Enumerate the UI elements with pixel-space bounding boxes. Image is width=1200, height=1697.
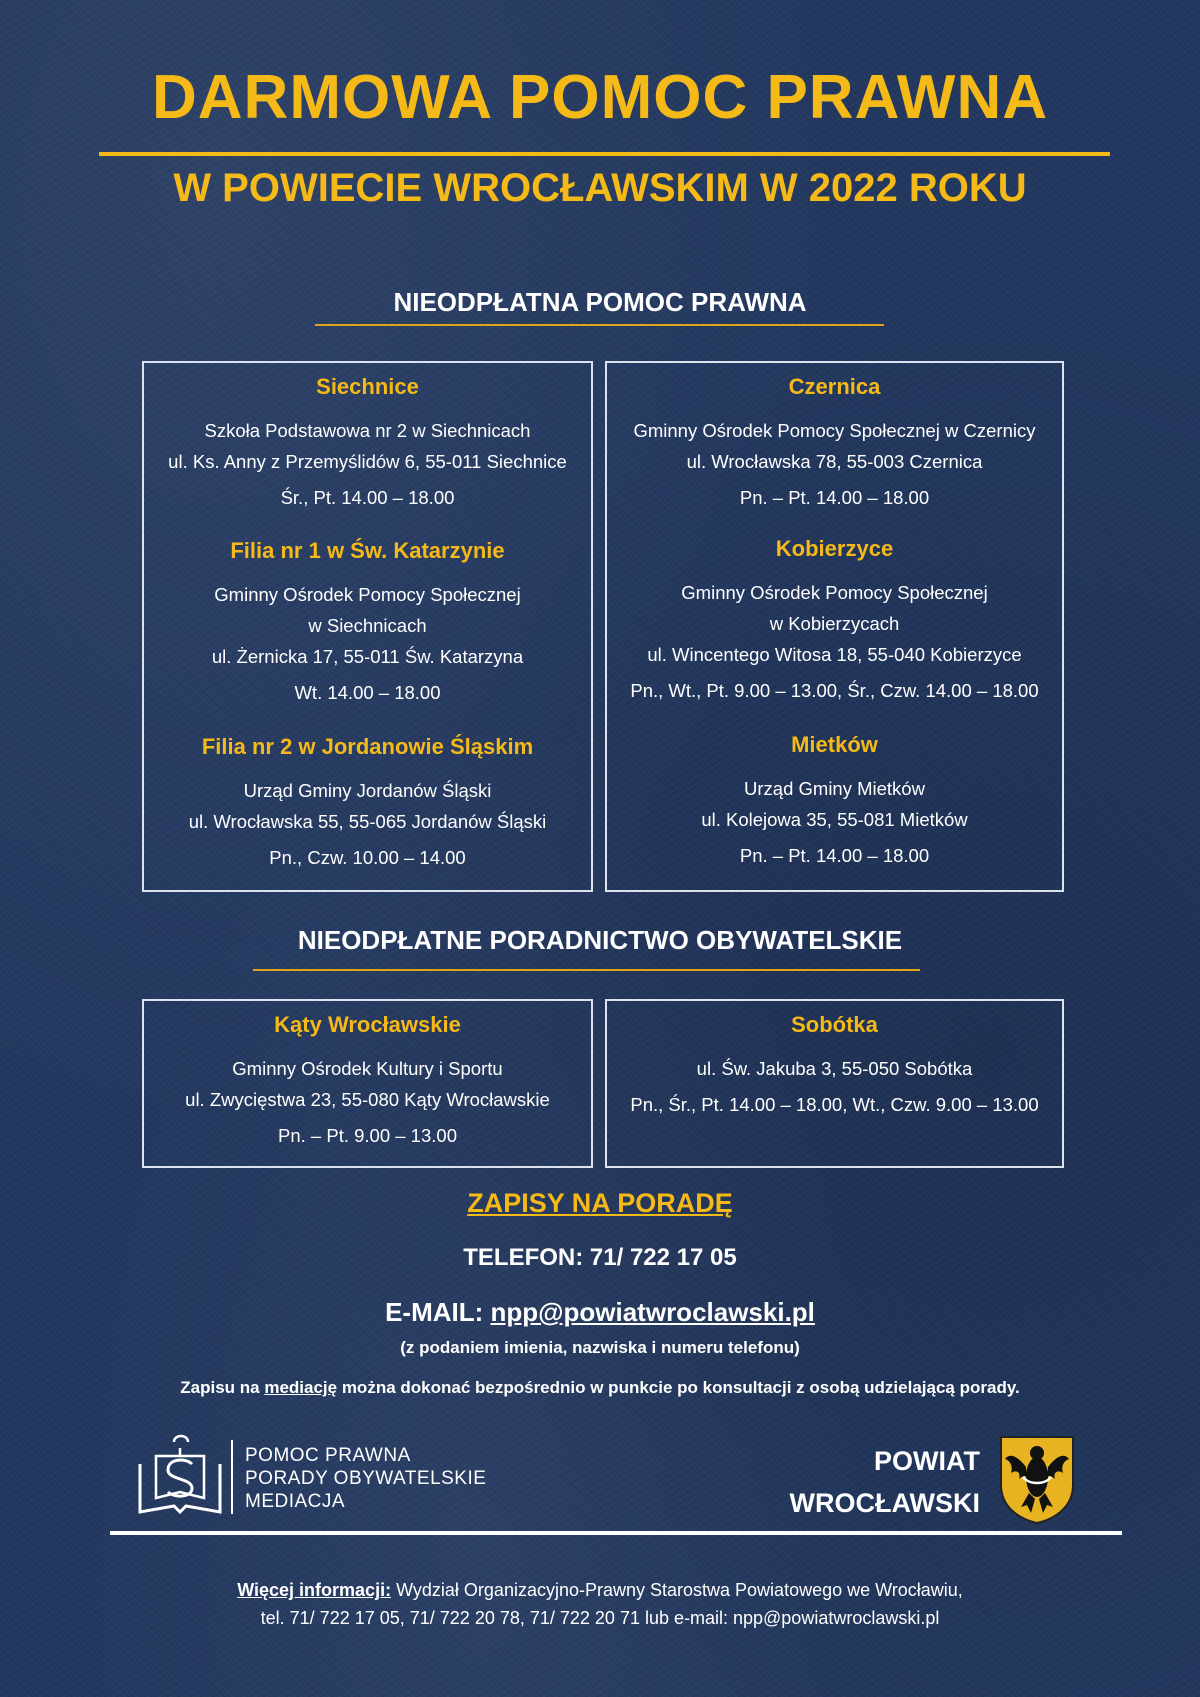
footer-divider [110,1531,1122,1535]
location-address-line: ul. Żernicka 17, 55-011 Św. Katarzyna [211,646,524,667]
powiat-name [700,1440,980,1524]
location-address-line: w Siechnicach [308,615,427,636]
location-siechnice [144,373,591,511]
email-link[interactable]: npp@powiatwroclawski.pl [490,1297,815,1327]
location-address-line: Gminny Ośrodek Kultury i Sportu [232,1058,503,1079]
citizen-advice-heading: NIEODPŁATNE PORADNICTWO OBYWATELSKIE [297,925,903,955]
location-name: Czernica [788,374,881,399]
location-address-line: ul. Wrocławska 78, 55-003 Czernica [686,451,983,472]
location-address-line: Gminny Ośrodek Pomocy Społecznej w Czernicy [633,420,1036,441]
location-address-line: Urząd Gminy Jordanów Śląski [243,780,492,801]
location-name: Filia nr 2 w Jordanowie Śląskim [201,734,534,759]
location-name: Siechnice [316,374,419,399]
legal-aid-logo-icon [134,1430,224,1520]
location-address-line: ul. Ks. Anny z Przemyślidów 6, 55-011 Siechnice [168,451,567,472]
location-hours: Pn., Wt., Pt. 9.00 – 13.00, Śr., Czw. 14.00 – 18.00 [630,680,1039,701]
location-address-line: ul. Wrocławska 55, 55-065 Jordanów Śląski [188,811,547,832]
coat-of-arms-icon [997,1433,1077,1525]
location-address-line: Gminny Ośrodek Pomocy Społecznej [214,584,521,605]
legal-aid-box-left [142,361,593,892]
location-address-line: ul. Zwycięstwa 23, 55-080 Kąty Wrocławskie [185,1089,550,1110]
location-name: Filia nr 1 w Św. Katarzynie [230,538,505,563]
location-filia-2 [144,733,591,871]
logo-text-line: PORADY OBYWATELSKIE [245,1468,487,1489]
mediation-word: mediację [264,1378,338,1397]
location-name: Mietków [791,732,878,757]
footer [0,1576,1200,1632]
footer-lead: Więcej informacji: [237,1580,392,1600]
citizen-advice-heading-rule [253,969,920,971]
location-name: Kąty Wrocławskie [274,1012,461,1037]
location-hours: Śr., Pt. 14.00 – 18.00 [280,487,455,508]
location-kobierzyce [607,535,1062,704]
location-hours: Pn. – Pt. 9.00 – 13.00 [278,1125,457,1146]
location-hours: Pn., Śr., Pt. 14.00 – 18.00, Wt., Czw. 9.00 – 13.00 [630,1094,1039,1115]
signup-email-note: (z podaniem imienia, nazwiska i numeru telefonu) [400,1338,800,1357]
title-underline [99,152,1110,156]
location-mietkow [607,731,1062,869]
subtitle: W POWIECIE WROCŁAWSKIM W 2022 ROKU [173,166,1027,210]
footer-line-1 [0,1576,1200,1604]
legal-aid-box-right [605,361,1064,892]
location-address-line: ul. Św. Jakuba 3, 55-050 Sobótka [696,1058,973,1079]
mediation-note [0,1378,1200,1398]
location-filia-1 [144,537,591,706]
logo-divider [231,1440,233,1514]
location-address-line: Urząd Gminy Mietków [744,778,925,799]
footer-text: Wydział Organizacyjno-Prawny Starostwa Powiatowego we Wrocławiu, [391,1580,963,1600]
legal-aid-heading-rule [315,324,884,326]
logo-text-line: MEDIACJA [245,1491,346,1512]
location-hours: Wt. 14.00 – 18.00 [294,682,441,703]
footer-line-2: tel. 71/ 722 17 05, 71/ 722 20 78, 71/ 722 20 71 lub e-mail: npp@powiatwroclawski.pl [260,1608,940,1628]
logo-text-line: POMOC PRAWNA [245,1445,411,1466]
powiat-line-2: WROCŁAWSKI [789,1488,980,1518]
location-name: Sobótka [791,1012,878,1037]
location-katy-wroclawskie [144,1011,591,1149]
logo-text [245,1444,486,1513]
location-address-line: ul. Wincentego Witosa 18, 55-040 Kobierzyce [647,644,1022,665]
citizen-advice-box-right [605,999,1064,1168]
location-hours: Pn. – Pt. 14.00 – 18.00 [739,845,930,866]
signup-title: ZAPISY NA PORADĘ [467,1188,733,1218]
location-address-line: w Kobierzycach [769,613,900,634]
powiat-line-1: POWIAT [874,1446,980,1476]
location-sobotka [607,1011,1062,1118]
location-address-line: ul. Kolejowa 35, 55-081 Mietków [701,809,968,830]
location-address-line: Gminny Ośrodek Pomocy Społecznej [681,582,988,603]
signup-phone: TELEFON: 71/ 722 17 05 [463,1244,737,1271]
citizen-advice-box-left [142,999,593,1168]
legal-aid-heading: NIEODPŁATNA POMOC PRAWNA [393,287,807,317]
email-label: E-MAIL: [385,1297,491,1327]
location-czernica [607,373,1062,511]
signup-email-line [0,1297,1200,1328]
location-hours: Pn. – Pt. 14.00 – 18.00 [739,487,930,508]
mediation-note-part: Zapisu na [180,1378,265,1397]
mediation-note-part: można dokonać bezpośrednio w punkcie po konsultacji z osobą udzielającą porady. [337,1378,1020,1397]
location-address-line: Szkoła Podstawowa nr 2 w Siechnicach [204,420,531,441]
main-title: DARMOWA POMOC PRAWNA [152,63,1048,132]
location-hours: Pn., Czw. 10.00 – 14.00 [269,847,466,868]
location-name: Kobierzyce [775,536,894,561]
